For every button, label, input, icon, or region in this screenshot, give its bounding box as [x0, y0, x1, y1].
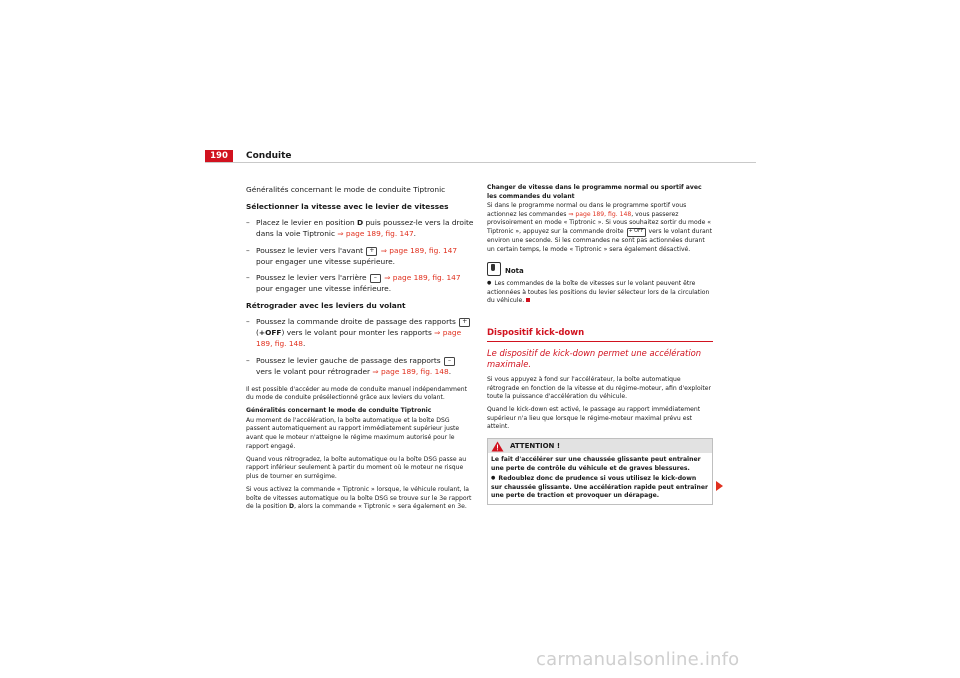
warning-title: ATTENTION !	[510, 442, 561, 450]
minus-key-icon: –	[370, 274, 381, 283]
paragraph: Quand vous rétrogradez, la boîte automatique ou la boîte DSG passe au rapport inférieur seulement à partir du moment où le moteur ne risque plus de tourner en surrégime.	[246, 455, 467, 480]
chapter-title: Conduite	[246, 151, 292, 161]
intro-text: Généralités concernant le mode de conduite Tiptronic	[246, 185, 446, 194]
step-1: – Placez le levier en position D puis poussez-le vers la droite dans la voie Tiptronic ⇒ page 189, fig. 147.	[246, 218, 474, 238]
paragraph: Si dans le programme normal ou dans le programme sportif vous actionnez les commandes ⇒ page 189, fig. 148, vous passerez provisoirement en mode « Tiptronic ». Si vous souhaitez sortir du mode « Tiptronic », appuyez sur la commande droite + OFF vers le volant durant environ une seconde. Si les commandes ne sont pas actionnées durant un certain temps, le mode « Tiptronic » sera également désactivé.	[487, 202, 713, 253]
page-link[interactable]: ⇒ page 189, fig. 147	[378, 245, 458, 255]
section-subtitle: Le dispositif de kick-down permet une accélération maximale.	[487, 347, 702, 369]
subheading: Généralités concernant le mode de conduite Tiptronic	[246, 407, 432, 415]
step-2: – Poussez le levier vers l'avant + ⇒ page 189, fig. 147 pour engager une vitesse supérieure.	[246, 245, 458, 266]
paragraph: Il est possible d'accéder au mode de conduite manuel indépendamment du mode de conduite présélectionné grâce aux leviers du volant.	[246, 385, 467, 402]
left-column	[246, 184, 474, 516]
warning-body: Le fait d'accélérer sur une chaussée glissante peut entraîner une perte de contrôle du véhicule et de graves blessures. ● Redoublez donc de prudence si vous utilisez le kick-down sur chaussée glissante. Une accélération rapide peut entraîner une perte de traction et provoquer un dérapage.	[488, 453, 712, 504]
page-link[interactable]: ⇒ page 189, fig. 147	[337, 229, 414, 238]
page-link[interactable]: ⇒ page 189, fig. 148	[568, 210, 632, 218]
page-link[interactable]: ⇒ page 189, fig. 148	[372, 366, 449, 376]
warning-icon	[491, 441, 504, 452]
section-title: Dispositif kick-down	[487, 327, 585, 338]
continue-arrow-icon	[716, 481, 723, 491]
warning-header	[488, 439, 712, 453]
section-divider	[487, 341, 713, 342]
page-link[interactable]: ⇒ page 189, fig. 147	[381, 273, 461, 282]
header-divider	[205, 162, 756, 163]
watermark: carmanualsonline.info	[536, 649, 740, 670]
note-text: ● Les commandes de la boîte de vitesses sur le volant peuvent être actionnées à toutes les positions du levier sélecteur lors de la circulation du véhicule.	[487, 279, 713, 306]
paragraph: Au moment de l'accélération, la boîte automatique et la boîte DSG passent automatiquement au rapport immédiatement supérieur juste avant que le moteur n'atteigne le régime maximum autorisé pour le rapport engagé.	[246, 416, 460, 450]
step-3: – Poussez le levier vers l'arrière – ⇒ page 189, fig. 147 pour engager une vitesse inférieure.	[246, 273, 461, 293]
note-header	[487, 262, 713, 276]
heading-lever: Sélectionner la vitesse avec le levier de vitesses	[246, 201, 449, 211]
plus-key-icon: +	[459, 318, 470, 327]
note-title: Nota	[505, 267, 524, 276]
warning-box	[487, 438, 713, 505]
heading-paddles: Rétrograder avec les leviers du volant	[246, 300, 406, 310]
page-link[interactable]: ⇒ page 189, fig. 148	[256, 328, 462, 348]
page-number: 190	[205, 150, 233, 163]
right-column	[487, 184, 713, 505]
note-icon	[487, 262, 501, 276]
step-4: – Poussez la commande droite de passage des rapports + (+OFF) vers le volant pour monter les rapports ⇒ page 189, fig. 148.	[246, 316, 474, 349]
minus-key-icon: –	[444, 357, 455, 366]
paragraph: Quand le kick-down est activé, le passage au rapport immédiatement supérieur n'a lieu que lorsque le régime-moteur maximal prévu est atteint.	[487, 406, 701, 431]
paragraph: Si vous appuyez à fond sur l'accélérateur, la boîte automatique rétrograde en fonction de la vitesse et du régime-moteur, afin d'exploiter toute la puissance d'accélération du véhicule.	[487, 375, 712, 401]
subheading: Changer de vitesse dans le programme normal ou sportif avec les commandes du volant	[487, 184, 702, 200]
plus-off-key-icon: + OFF	[627, 228, 646, 237]
end-marker-icon	[526, 298, 530, 302]
step-5: – Poussez le levier gauche de passage des rapports – vers le volant pour rétrograder ⇒ page 189, fig. 148.	[246, 355, 474, 377]
plus-key-icon: +	[366, 247, 377, 256]
paragraph: Si vous activez la commande « Tiptronic » lorsque, le véhicule roulant, la boîte de vitesses automatique ou la boîte DSG se trouve sur le 3e rapport de la position D, alors la commande « Tiptronic » sera également en 3e.	[246, 485, 472, 511]
